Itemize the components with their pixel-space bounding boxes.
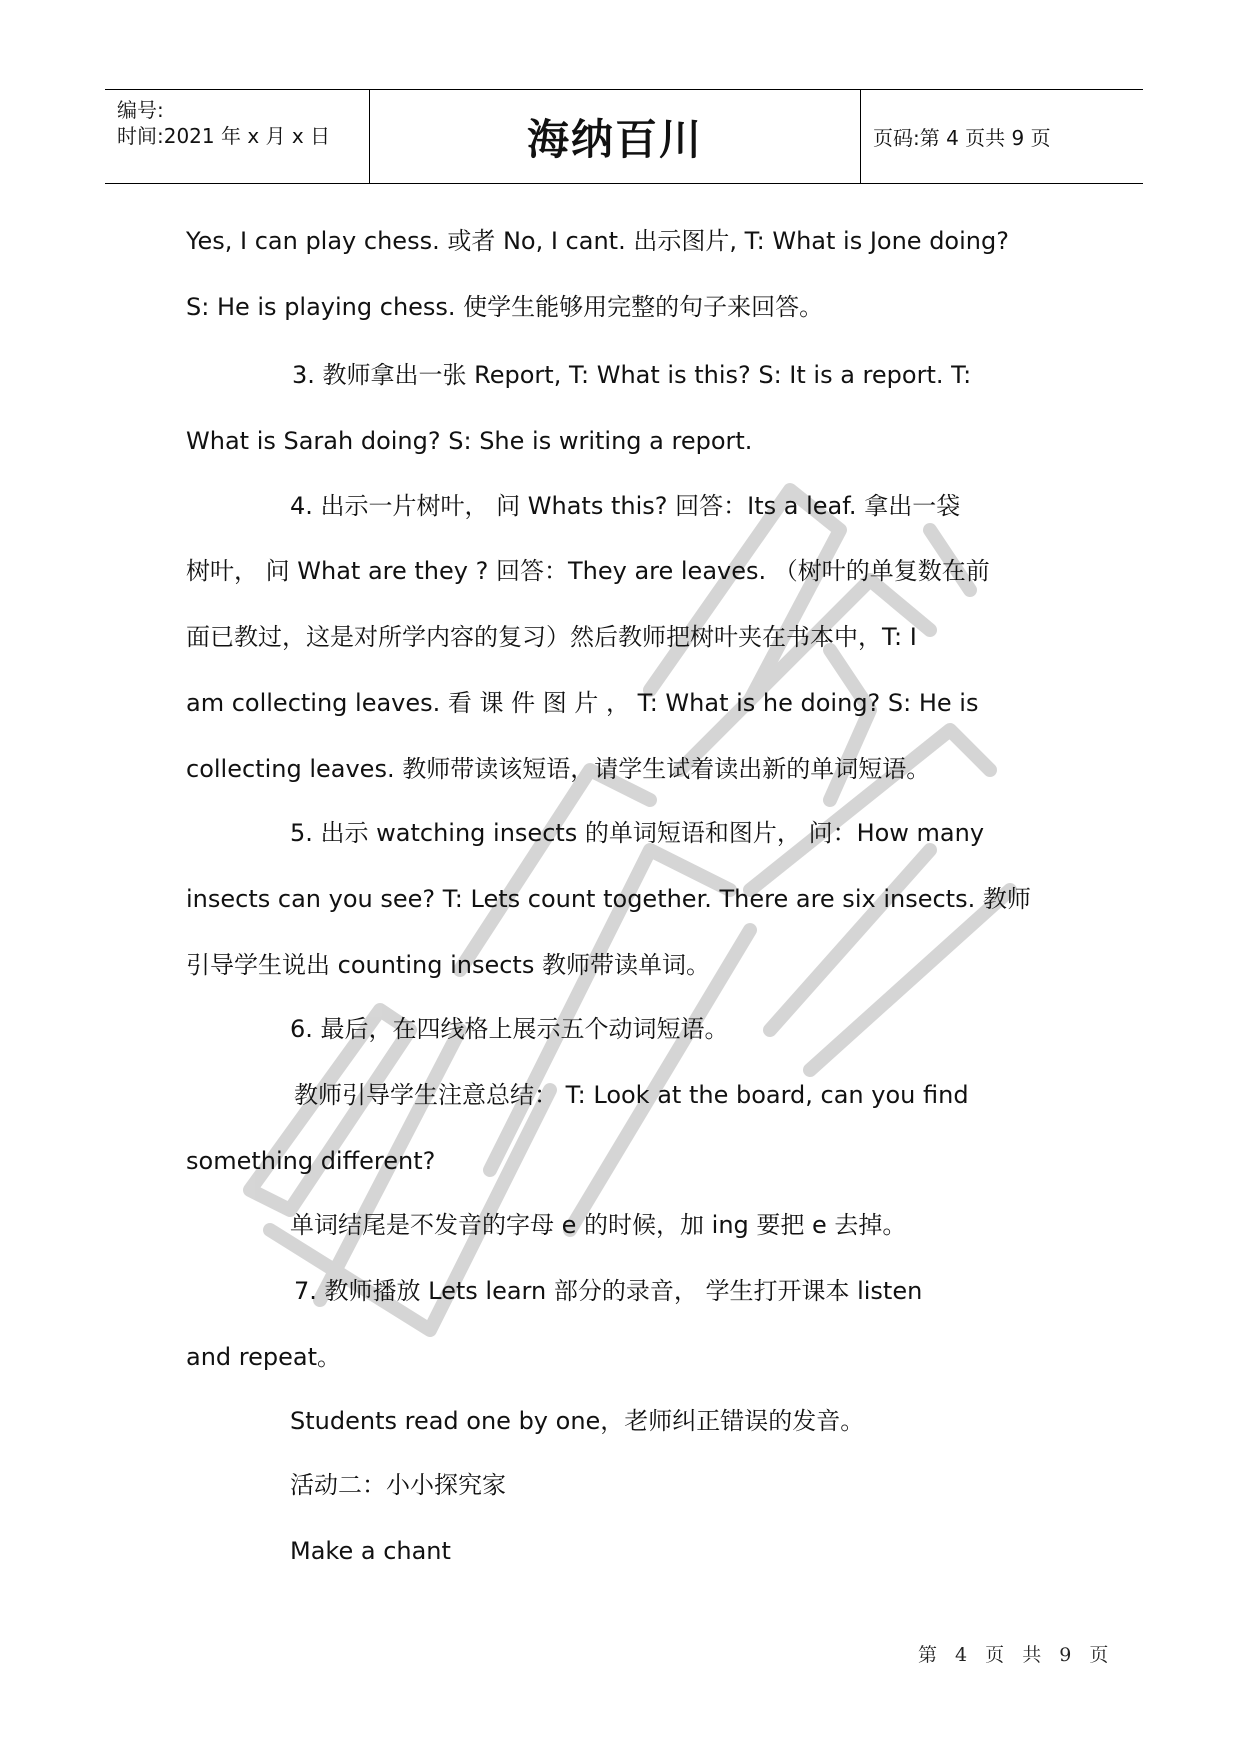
text-line: 树叶， 问 What are they ? 回答：They are leaves. （树叶的单复数在前 [186,557,990,585]
text-line: 引导学生说出 counting insects 教师带读单词。 [186,951,710,979]
text-line: 面已教过，这是对所学内容的复习）然后教师把树叶夹在书本中，T: I [186,623,917,651]
text-line: am collecting leaves. 看 课 件 图 片 ， T: What is he doing? S: He is [186,689,979,717]
text-line: Students read one by one，老师纠正错误的发音。 [290,1407,865,1435]
document-header-table [105,89,1143,184]
text-line: 教师引导学生注意总结： T: Look at the board, can you find [294,1081,969,1109]
text-line: 3. 教师拿出一张 Report, T: What is this? S: It is a report. T: [292,361,972,389]
text-line: 7. 教师播放 Lets learn 部分的录音， 学生打开课本 listen [294,1277,923,1305]
time-label: 时间:2021 年 x 月 x 日 [117,124,331,148]
number-label: 编号: [117,98,164,122]
text-line: What is Sarah doing? S: She is writing a report. [186,427,753,455]
page-footer: 第 4 页 共 9 页 [918,1644,1115,1666]
text-line: Make a chant [290,1537,451,1565]
page-code: 页码:第 4 页共 9 页 [873,126,1051,150]
text-line: S: He is playing chess. 使学生能够用完整的句子来回答。 [186,293,824,321]
text-line: 6. 最后，在四线格上展示五个动词短语。 [290,1015,729,1043]
text-line: and repeat。 [186,1343,342,1371]
header-page-cell [861,90,1143,183]
header-meta-cell [105,90,370,183]
text-line: collecting leaves. 教师带读该短语，请学生试着读出新的单词短语。 [186,755,931,783]
text-line: 活动二：小小探究家 [290,1471,506,1499]
text-line: something different? [186,1147,436,1175]
text-line: 4. 出示一片树叶， 问 Whats this? 回答：Its a leaf. 拿出一袋 [290,492,961,520]
header-title-cell [370,90,861,183]
header-title: 海纳百川 [526,114,703,164]
text-line: 5. 出示 watching insects 的单词短语和图片， 问：How many [290,819,985,847]
text-line: insects can you see? T: Lets count together. There are six insects. 教师 [186,885,1031,913]
text-line: Yes, I can play chess. 或者 No, I cant. 出示图片, T: What is Jone doing? [186,227,1009,255]
watermark-text: 严禁复制 [230,470,234,471]
text-line: 单词结尾是不发音的字母 e 的时候，加 ing 要把 e 去掉。 [290,1211,907,1239]
